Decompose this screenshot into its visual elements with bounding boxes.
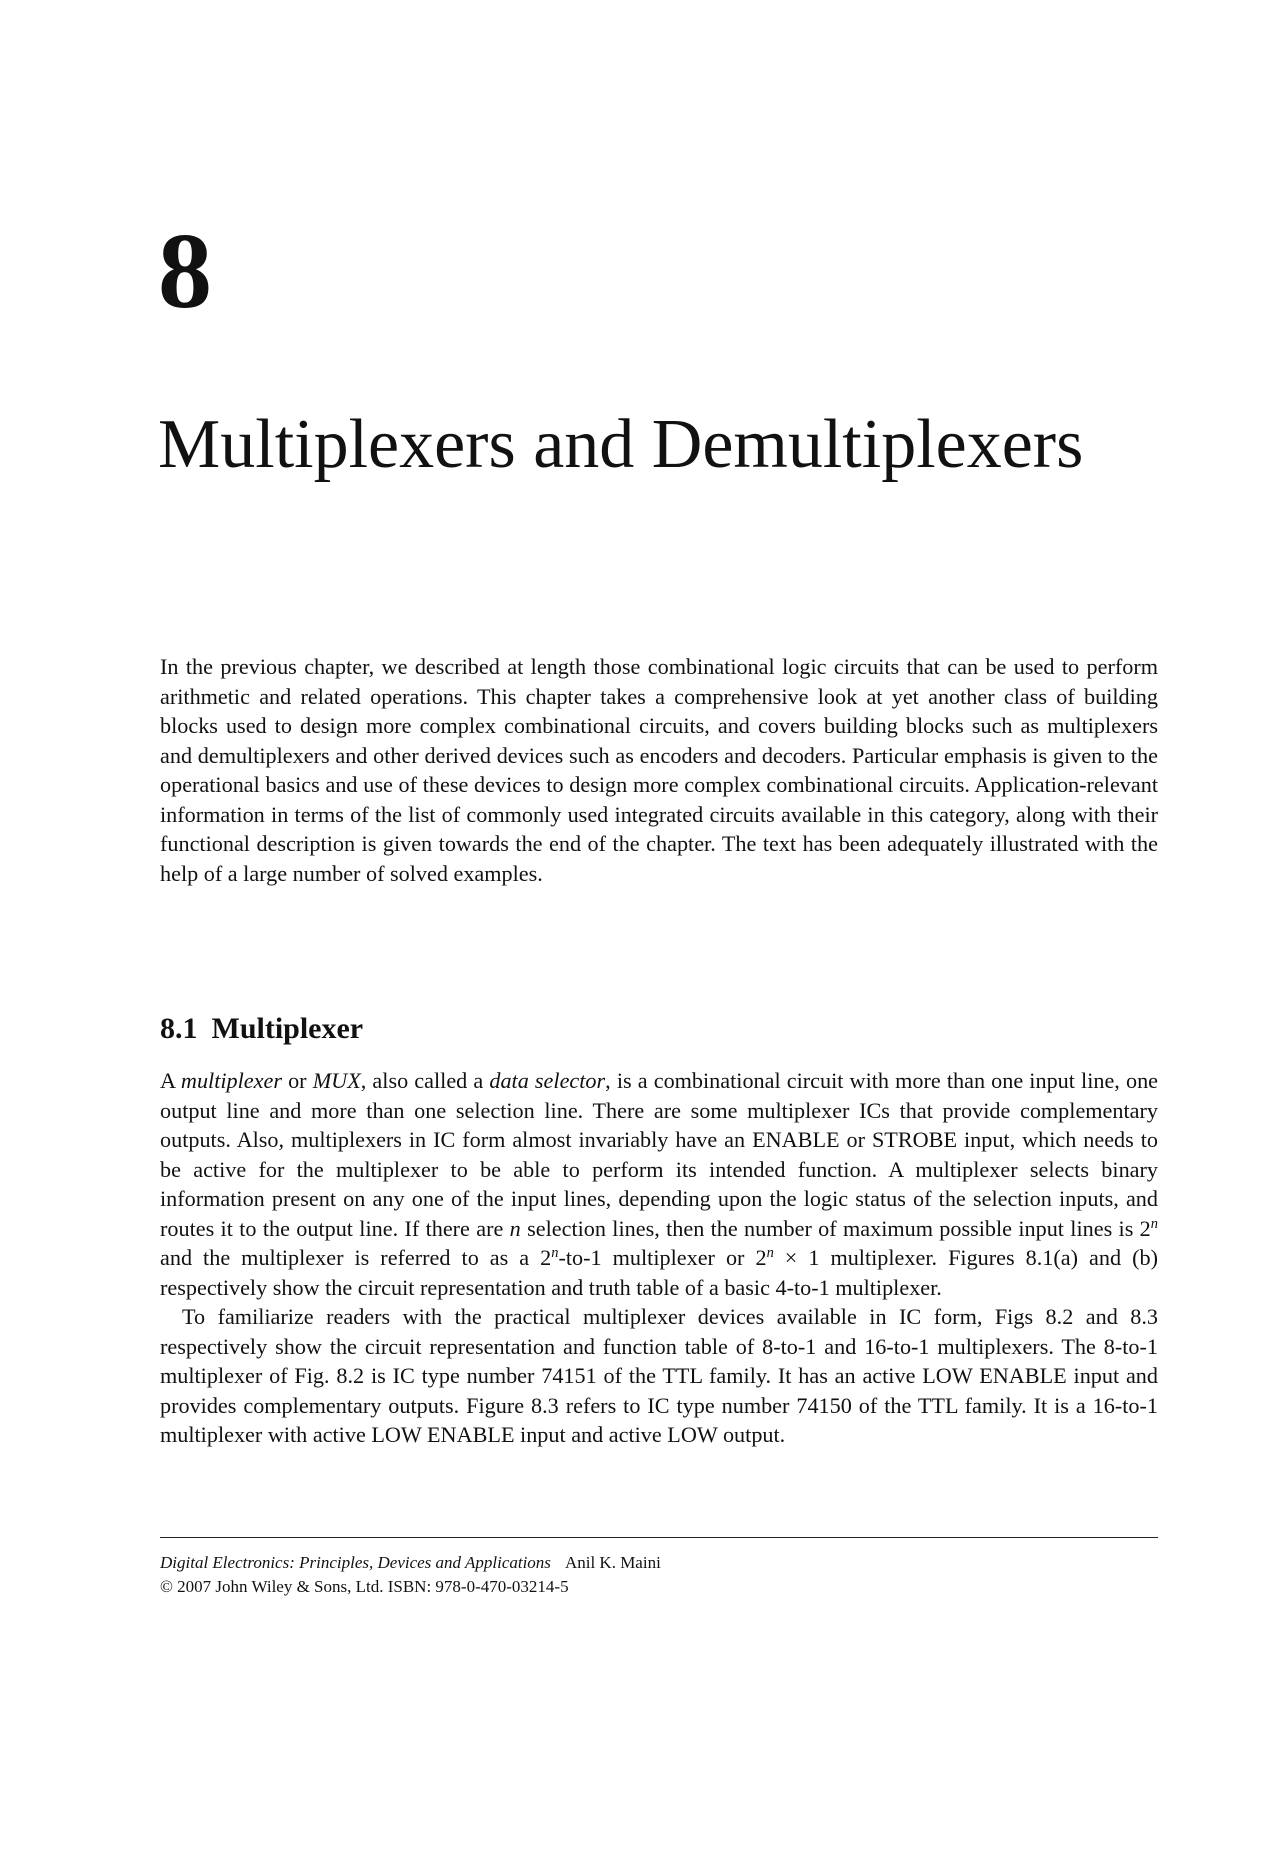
- text-run: × 1 multiplexer. Figures 8.1(a) and (b) respectively show the circuit representation and truth table of a basic 4-to-1 multiplexer.: [160, 1245, 1158, 1300]
- text-run: , is a combinational circuit with more than one input line, one output line and more than one selection line. There are some multiplexer ICs that provide complementary outputs. Also, multiplexers in IC form almost invariably have an ENABLE or STROBE input, which needs to be active for the multiplexer to be able to perform its intended function. A multiplexer selects binary information present on any one of the input lines, depending upon the logic status of the selection inputs, and routes it to the output line. If there are: [160, 1068, 1159, 1241]
- text-run: and the multiplexer is referred to as a 2: [160, 1245, 552, 1270]
- section-number: 8.1: [160, 1012, 198, 1045]
- term-data-selector: data selector: [489, 1068, 606, 1093]
- book-author: Anil K. Maini: [564, 1553, 661, 1572]
- exponent-n: n: [1150, 1215, 1158, 1232]
- body-paragraph-2: To familiarize readers with the practical multiplexer devices available in IC form, Figs 8.2 and 8.3 respectively show the circuit representation and function table of 8-to-1 and 16-to-1 multiplexers. The 8-to-1 multiplexer of Fig. 8.2 is IC type number 74151 of the TTL family. It has an active LOW ENABLE input and provides complementary outputs. Figure 8.3 refers to IC type number 74150 of the TTL family. It is a 16-to-1 multiplexer with active LOW ENABLE input and active LOW output.: [160, 1304, 1158, 1447]
- exponent-n: n: [551, 1245, 559, 1262]
- text-run: -to-1 multiplexer or 2: [558, 1245, 767, 1270]
- variable-n: n: [509, 1215, 521, 1241]
- section-heading: [160, 1012, 363, 1045]
- term-mux: MUX: [312, 1068, 361, 1093]
- chapter-intro-paragraph: In the previous chapter, we described at length those combinational logic circuits that can be used to perform arithmetic and related operations. This chapter takes a comprehensive look at yet another class of building blocks used to design more complex combinational circuits, and covers building blocks such as multiplexers and demultiplexers and other derived devices such as encoders and decoders. Particular emphasis is given to the operational basics and use of these devices to design more complex combinational circuits. Application-relevant information in terms of the list of commonly used integrated circuits available in this category, along with their functional description is given towards the end of the chapter. The text has been adequately illustrated with the help of a large number of solved examples.: [160, 654, 1158, 886]
- exponent-n: n: [766, 1245, 774, 1262]
- footer-divider: [160, 1537, 1158, 1538]
- text-run: A: [160, 1068, 181, 1093]
- footer-copyright: © 2007 John Wiley & Sons, Ltd. ISBN: 978-0-470-03214-5: [160, 1577, 569, 1596]
- footer-citation-line: [160, 1551, 1158, 1575]
- section-title: Multiplexer: [211, 1012, 364, 1045]
- text-run: , also called a: [360, 1068, 490, 1093]
- term-multiplexer: multiplexer: [180, 1068, 282, 1093]
- book-title: Digital Electronics: Principles, Devices and Applications: [160, 1553, 551, 1572]
- section-body: [160, 1066, 1158, 1450]
- chapter-title: Multiplexers and Demultiplexers: [158, 406, 1084, 483]
- page-footer: [160, 1551, 1158, 1599]
- text-run: or: [281, 1068, 313, 1093]
- text-run: selection lines, then the number of maximum possible input lines is 2: [520, 1215, 1151, 1241]
- body-paragraph-1: [160, 1066, 1158, 1302]
- chapter-number: 8: [158, 212, 212, 331]
